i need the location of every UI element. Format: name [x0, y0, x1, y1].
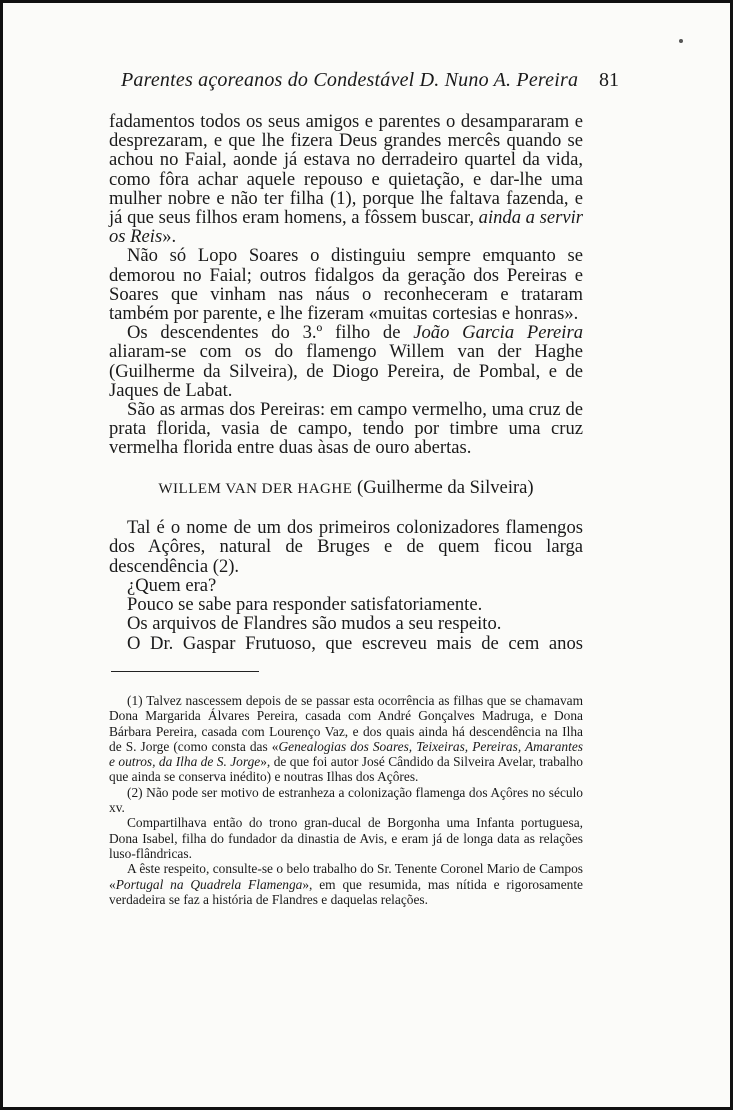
italic-quote: ainda a servir os Reis — [109, 207, 583, 248]
section-paragraph: Tal é o nome de um dos primeiros colonizadores flamengos dos Açôres, natural de Bruges e de quem ficou larga descendência (2). — [109, 517, 583, 577]
paragraph-descendentes: Os descendentes do 3.º filho de João Garcia Pereira aliaram-se com os do flamengo Willem van der Haghe (Guilherme da Silveira), de Diogo Pereira, de Pombal, e de Jaques de Labat. — [109, 322, 583, 401]
footnote-2: (2) Não pode ser motivo de estranheza a colonização flamenga dos Açôres no século xv. — [109, 784, 583, 816]
footnote-2-reference: A êste respeito, consulte-se o belo trabalho do Sr. Tenente Coronel Mario de Campos «Portugal na Quadrela Flamenga», em que resumida, mas nítida e rigorosamente verdadeira se faz a história de Flandres e daquelas relações. — [109, 861, 584, 907]
section-heading: WILLEM VAN DER HAGHE (Guilherme da Silveira) — [158, 477, 534, 498]
italic-name: João Garcia Pereira — [413, 322, 583, 344]
running-title: Parentes açoreanos do Condestável D. Nuno A. Pereira — [121, 69, 579, 91]
footnotes — [109, 693, 583, 907]
paragraph-armas: São as armas dos Pereiras: em campo vermelho, uma cruz de prata florida, vasia de campo, tendo por timbre uma cruz vermelha florida entre duas àsas de ouro abertas. — [109, 399, 583, 459]
footnote-2-continued: Compartilhava então do trono gran-ducal de Borgonha uma Infanta portuguesa, Dona Isabel, filha do fundador da dinastia de Avis, e eram já de longa data as relações luso-flândricas. — [109, 815, 583, 861]
section-text — [109, 518, 583, 653]
paragraph-lopo-soares: Não só Lopo Soares o distinguiu sempre emquanto se demorou no Faial; outros fidalgos da geração dos Pereiras e Soares que vinham nas náus o reconheceram e trataram também por parente, e lhe fizeram «muitas cortesias e honras». — [109, 245, 583, 325]
section-paragraph: Os arquivos de Flandres são mudos a seu respeito. — [127, 613, 502, 635]
scan-speck — [679, 39, 683, 43]
main-text — [109, 112, 583, 458]
section-paragraph: ¿Quem era? — [127, 574, 217, 596]
footnote-divider — [111, 671, 259, 672]
section-heading-name: WILLEM VAN DER HAGHE — [158, 481, 353, 497]
paragraph-continuation: fadamentos todos os seus amigos e parentes o desampararam e desprezaram, e que lhe fizera Deus grandes mercês quando se achou no Faial, aonde já estava no derradeiro quartel da vida, como fôra achar aquele repouso e quietação, e dar-lhe uma mulher nobre e não ter filha (1), porque lhe faltava fazenda, e já que seus filhos eram homens, a fôssem buscar, ainda a servir os Reis». — [109, 111, 583, 248]
section-paragraph: O Dr. Gaspar Frutuoso, que escreveu mais de cem anos — [127, 632, 583, 654]
page-number: 81 — [599, 69, 619, 91]
section-paragraph: Pouco se sabe para responder satisfatoriamente. — [127, 594, 483, 616]
footnote-1: (1) Talvez nascessem depois de se passar esta ocorrência as filhas que se chamavam Dona Margarida Álvares Pereira, casada com André Gonçalves Madruga, e Dona Bárbara Pereira, casada com Lourenço Vaz, e dos quais ainda há descendência na Ilha de S. Jorge (como consta das «Genealogias dos Soares, Teixeiras, Pereiras, Amarantes e outros, da Ilha de S. Jorge», de que foi autor José Cândido da Silveira Avelar, trabalho que ainda se conserva inédito) e noutras Ilhas dos Açôres. — [109, 693, 584, 785]
